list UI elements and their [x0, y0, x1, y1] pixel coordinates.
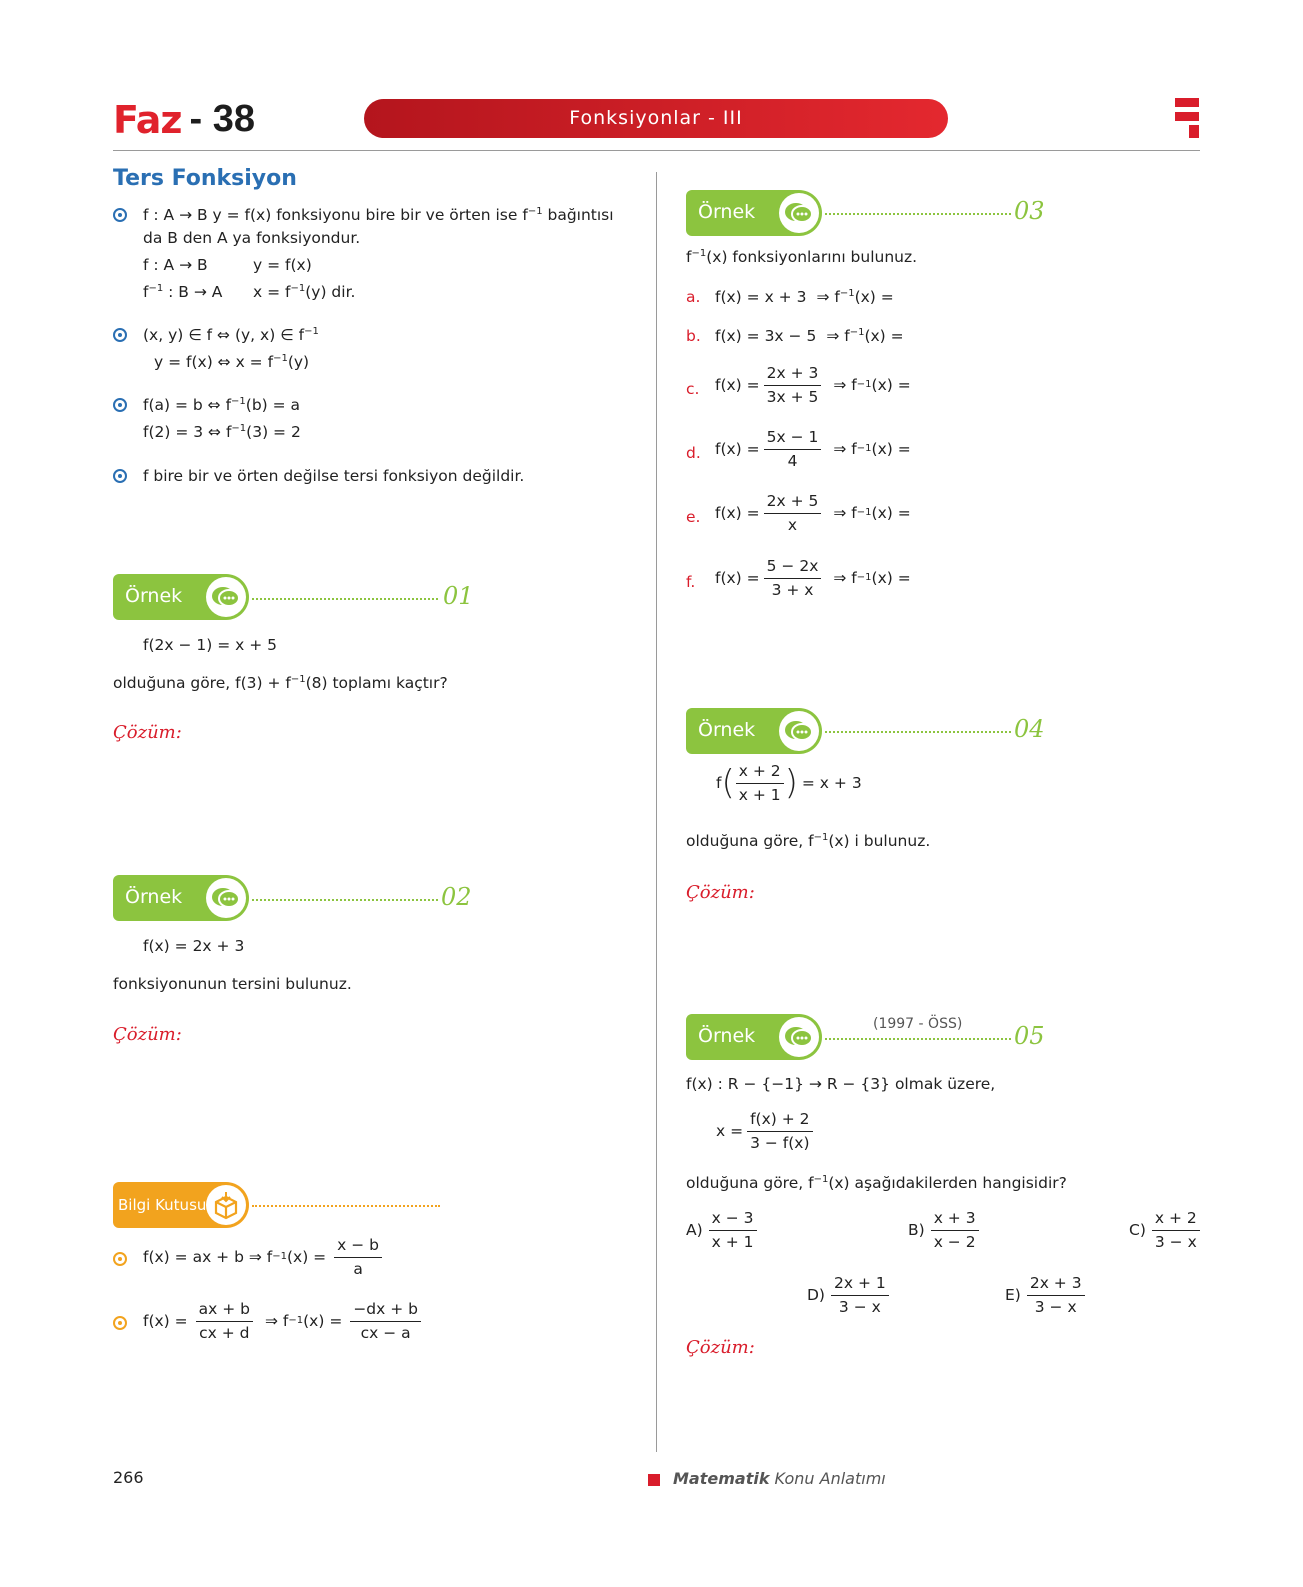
- section-title: Ters Fonksiyon: [113, 166, 297, 191]
- item-a: f(x) = x + 3 ⇒ $f^{-1}(x)$ =: [715, 287, 894, 306]
- theory-1-row-2-left: $f^{-1}$ : B → A: [143, 282, 223, 301]
- example-dotted-rule: [825, 213, 1011, 215]
- theory-2-line-1: (x, y) ∈ f ⇔ (y, x) ∈ $f^{-1}$: [143, 325, 319, 344]
- chat-bubble-icon: [206, 577, 246, 617]
- example-label: Örnek: [698, 201, 756, 223]
- theory-1-row-2-right: $x = f^{-1}(y)$ dir.: [253, 282, 356, 301]
- example-badge: [686, 1014, 822, 1060]
- example-04-given: f ( $\frac{x + 2}{x + 1}$ ) = x + 3: [716, 762, 862, 804]
- info-rule-1: f(x) = ax + b ⇒ f −1 (x) = $\frac{x - b}{a}$: [143, 1236, 386, 1278]
- header-divider: [113, 150, 1200, 151]
- example-dotted-rule: [825, 1038, 1011, 1040]
- item-letter: e.: [686, 508, 701, 526]
- example-dotted-rule: [252, 598, 438, 600]
- example-number: 02: [441, 883, 472, 911]
- bullet-icon: [113, 469, 127, 483]
- example-02-question: fonksiyonunun tersini bulunuz.: [113, 975, 352, 993]
- item-d: f(x) = $\frac{5x - 1}{4}$ ⇒ f −1 (x) =: [715, 428, 911, 470]
- info-box-label: Bilgi Kutusu: [118, 1196, 207, 1214]
- option-a[interactable]: A) $\frac{x - 3}{x + 1}$: [686, 1209, 761, 1251]
- chat-bubble-icon: [206, 878, 246, 918]
- option-b[interactable]: B) $\frac{x + 3}{x - 2}$: [908, 1209, 983, 1251]
- example-number: 05: [1014, 1022, 1045, 1050]
- item-c: f(x) = $\frac{2x + 3}{3x + 5}$ ⇒ f −1 (x) =: [715, 364, 911, 406]
- item-letter: d.: [686, 444, 701, 462]
- example-label: Örnek: [125, 886, 183, 908]
- chat-bubble-icon: [779, 193, 819, 233]
- bullet-icon: [113, 208, 127, 222]
- theory-3-line-1: f(a) = b ⇔ $f^{-1}(b) = a$: [143, 395, 301, 414]
- page-number-label: - 38: [189, 98, 255, 140]
- item-b: f(x) = 3x − 5 ⇒ $f^{-1}(x)$ =: [715, 326, 904, 345]
- example-04-question: olduğuna göre, $f^{-1}(x)$ i bulunuz.: [686, 831, 931, 850]
- example-dotted-rule: [252, 899, 438, 901]
- example-02-given: f(x) = 2x + 3: [143, 937, 245, 955]
- chapter-title: Fonksiyonlar - III: [569, 107, 743, 129]
- solution-label: Çözüm:: [113, 1024, 182, 1045]
- example-01-question: olduğuna göre, $f(3) + f^{-1}(8)$ toplamı kaçtır?: [113, 673, 448, 692]
- theory-2-line-2: y = f(x) ⇔ $x = f^{-1}(y)$: [154, 352, 310, 371]
- item-letter: c.: [686, 380, 700, 398]
- item-letter: a.: [686, 288, 701, 306]
- theory-1-line-1: f : A → B y = f(x) fonksiyonu bire bir ve örten ise $f^{-1}$ bağıntısı: [143, 205, 614, 224]
- example-dotted-rule: [825, 731, 1011, 733]
- column-divider: [656, 172, 657, 1452]
- bullet-icon: [113, 1316, 127, 1330]
- example-01-given: f(2x − 1) = x + 5: [143, 636, 278, 654]
- box-icon: [206, 1185, 246, 1225]
- theory-4: f bire bir ve örten değilse tersi fonksiyon değildir.: [143, 467, 525, 485]
- example-label: Örnek: [698, 1025, 756, 1047]
- example-05-source: (1997 - ÖSS): [873, 1016, 963, 1032]
- bullet-icon: [113, 398, 127, 412]
- solution-label: Çözüm:: [686, 1337, 755, 1358]
- bullet-icon: [113, 1252, 127, 1266]
- option-d[interactable]: D) $\frac{2x + 1}{3 - x}$: [807, 1274, 893, 1316]
- option-c[interactable]: C) $\frac{x + 2}{3 - x}$: [1129, 1209, 1204, 1251]
- example-badge: [113, 875, 249, 921]
- chapter-title-bar: [364, 99, 948, 138]
- example-03-title: $f^{-1}(x)$ fonksiyonlarını bulunuz.: [686, 247, 918, 266]
- footer-square-icon: [648, 1474, 660, 1486]
- chat-bubble-icon: [779, 711, 819, 751]
- page-number: 266: [113, 1468, 144, 1487]
- example-number: 01: [443, 582, 474, 610]
- example-badge: [686, 190, 822, 236]
- theory-1-row-1-right: y = f(x): [253, 256, 312, 274]
- option-e[interactable]: E) $\frac{2x + 3}{3 - x}$: [1005, 1274, 1089, 1316]
- item-letter: b.: [686, 327, 701, 345]
- example-number: 03: [1014, 197, 1045, 225]
- example-label: Örnek: [698, 719, 756, 741]
- theory-1-line-2: da B den A ya fonksiyondur.: [143, 229, 361, 247]
- item-e: f(x) = $\frac{2x + 5}{x}$ ⇒ f −1 (x) =: [715, 492, 911, 534]
- brand: [113, 98, 255, 142]
- example-number: 04: [1014, 715, 1045, 743]
- example-05-question: olduğuna göre, $f^{-1}(x)$ aşağıdakilerden hangisidir?: [686, 1173, 1067, 1192]
- theory-3-line-2: f(2) = 3 ⇔ $f^{-1}(3) = 2$: [143, 422, 301, 441]
- brand-logo: Faz: [113, 98, 182, 142]
- example-05-given: f(x) : R − {−1} → R − {3} olmak üzere,: [686, 1075, 996, 1093]
- example-05-equation: x = $\frac{f(x) + 2}{3 - f(x)}$: [716, 1110, 817, 1152]
- solution-label: Çözüm:: [113, 722, 182, 743]
- info-dotted-rule: [252, 1205, 440, 1207]
- example-label: Örnek: [125, 585, 183, 607]
- info-box-badge: [113, 1182, 249, 1228]
- bullet-icon: [113, 328, 127, 342]
- chat-bubble-icon: [779, 1017, 819, 1057]
- example-badge: [113, 574, 249, 620]
- item-letter: f.: [686, 573, 696, 591]
- theory-1-row-1-left: f : A → B: [143, 256, 208, 274]
- info-rule-2: f(x) = $\frac{ax + b}{cx + d}$ ⇒ f −1 (x) = $\frac{-dx + b}{cx - a}$: [143, 1300, 425, 1342]
- book-title: Matematik Konu Anlatımı: [673, 1469, 886, 1488]
- example-badge: [686, 708, 822, 754]
- corner-logo-icon: [1175, 98, 1199, 138]
- solution-label: Çözüm:: [686, 882, 755, 903]
- item-f: f(x) = $\frac{5 - 2x}{3 + x}$ ⇒ f −1 (x) =: [715, 557, 911, 599]
